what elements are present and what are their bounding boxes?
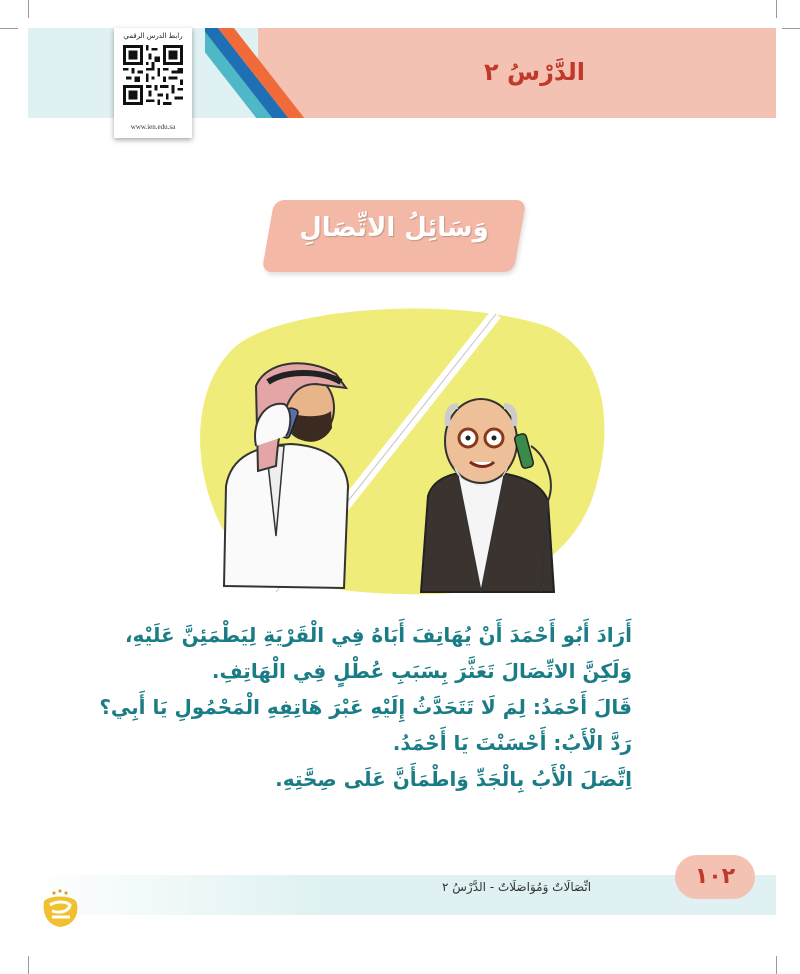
crop-mark <box>776 0 777 18</box>
section-title: وَسَائِلُ الاتِّصَالِ <box>299 213 489 243</box>
lesson-title: الدَّرْسُ ٢ <box>483 58 585 86</box>
ien-logo-icon <box>40 887 82 931</box>
header-stripes <box>205 28 355 118</box>
qr-card[interactable] <box>114 28 192 138</box>
story-line: قَالَ أَحْمَدُ: لِمَ لَا تَتَحَدَّثُ إِلَيْهِ عَبْرَ هَاتِفِهِ الْمَحْمُولِ يَا أَبِي؟ <box>99 695 632 719</box>
story-line: رَدَّ الْأَبُ: أَحْسَنْتَ يَا أَحْمَدُ. <box>392 731 632 755</box>
page-number: ١٠٢ <box>675 855 755 899</box>
story-line: وَلَكِنَّ الاتِّصَالَ تَعَثَّرَ بِسَبَبِ عُطْلٍ فِي الْهَاتِفِ. <box>211 659 632 683</box>
story-text <box>72 617 632 797</box>
story-line: أَرَادَ أَبُو أَحْمَدَ أَنْ يُهَاتِفَ أَبَاهُ فِي الْقَرْيَةِ لِيَطْمَئِنَّ عَلَيْهِ، <box>124 623 632 647</box>
qr-code-icon[interactable] <box>123 45 183 105</box>
crop-mark <box>0 28 18 29</box>
crop-mark <box>28 956 29 974</box>
story-line: اِتَّصَلَ الْأَبُ بِالْجَدِّ وَاطْمَأَنَّ عَلَى صِحَّتِهِ. <box>275 767 632 791</box>
footer-caption: اتِّصَالَاتٌ وَمُوَاصَلَاتٌ - الدَّرْسُ ٢ <box>442 880 592 894</box>
phone-call-illustration <box>196 296 608 596</box>
qr-caption: رابط الدرس الرقمي <box>123 32 183 40</box>
crop-mark <box>776 956 777 974</box>
qr-url: www.ien.edu.sa <box>130 123 176 131</box>
crop-mark <box>28 0 29 18</box>
crop-mark <box>782 28 800 29</box>
